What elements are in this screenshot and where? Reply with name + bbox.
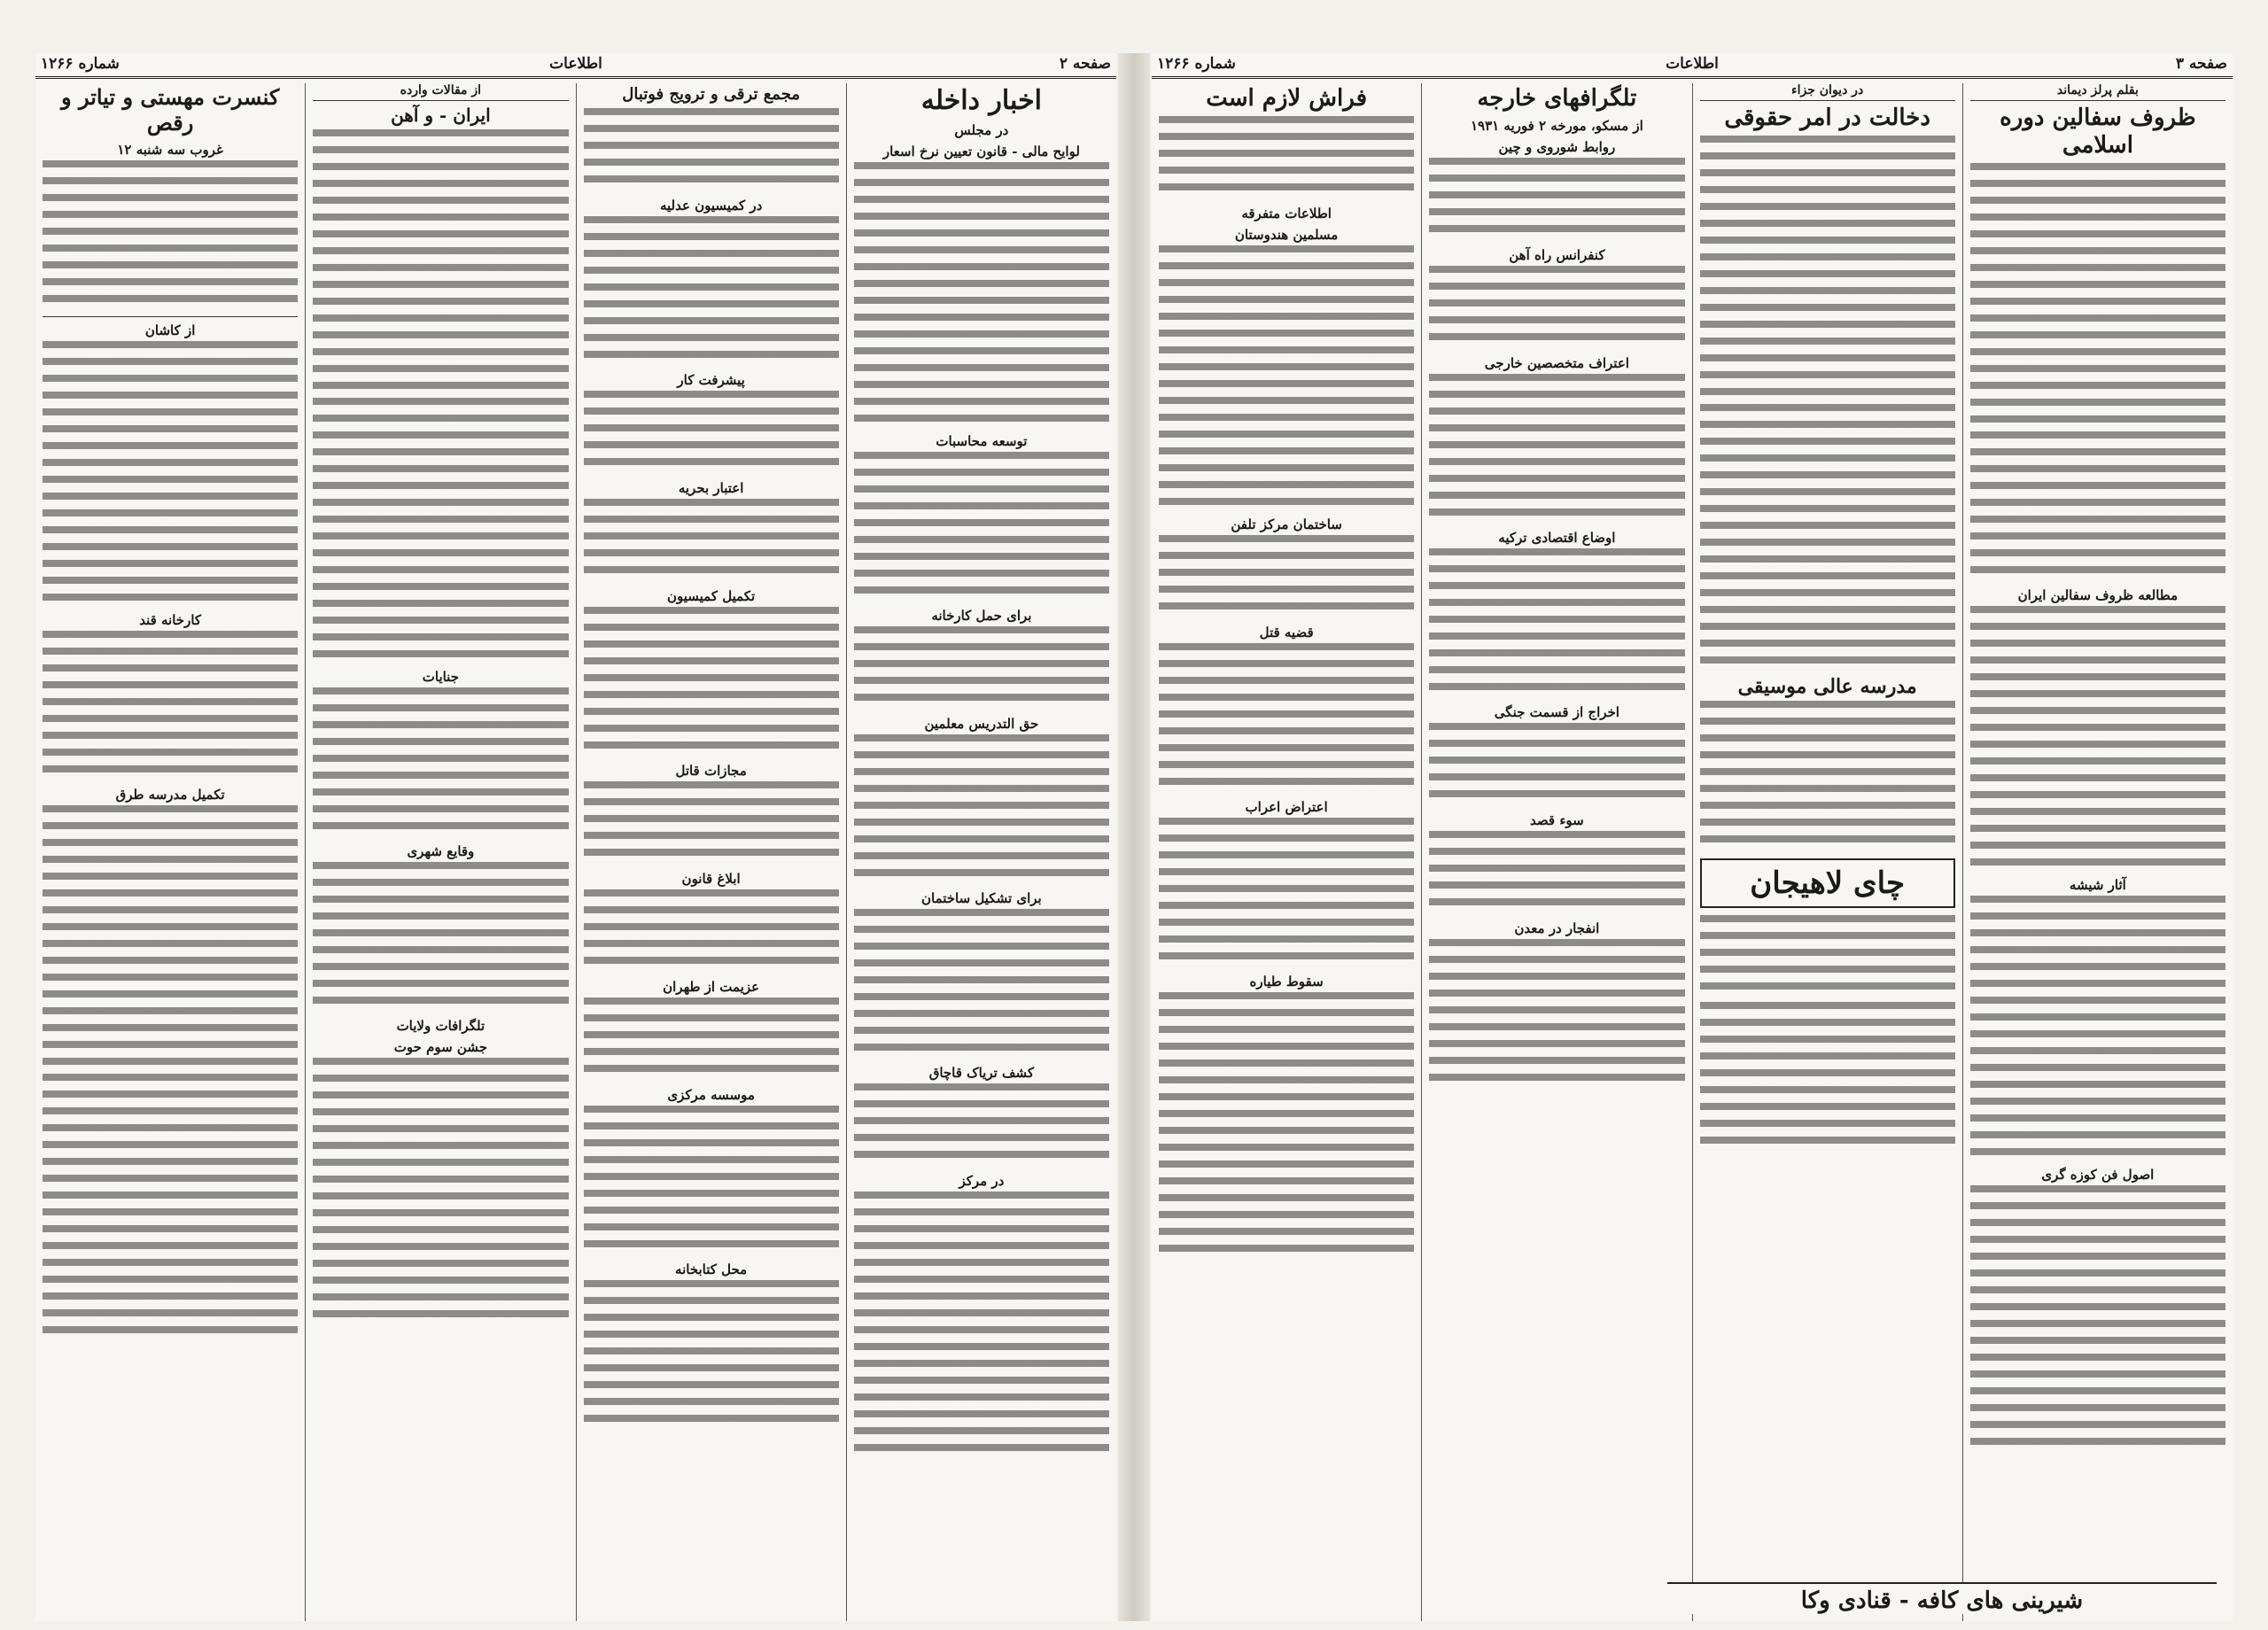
section-title: تلگرافات ولایات [396,1018,485,1034]
issue-number: شماره ۱۲۶۶ [1157,55,1236,73]
article-text [1429,548,1684,699]
article-text [1429,374,1684,524]
column-heading: ایران - و آهن [391,105,491,126]
issue-number: شماره ۱۲۶۶ [41,55,120,73]
section-title: از کاشان [144,322,196,338]
section-title: کارخانه قند [139,611,202,628]
article-text [584,607,839,757]
masthead-title: اطلاعات [549,55,602,73]
column-foreign-telegrams [1421,83,1691,1621]
section-title: اطلاعات متفرقه [1241,206,1332,222]
article-text [313,687,568,838]
section-title: پیشرفت کار [677,371,745,388]
article-text [854,909,1109,1060]
page-number: صفحه ۲ [1059,55,1111,73]
section-title: توسعه محاسبات [936,433,1028,449]
section-title: روابط شوروی و چین [1498,139,1616,156]
article-text [43,160,298,311]
column-heading: کنسرت مهستی و تیاتر و رقص [61,84,280,136]
section-title: اعتراض اعراب [1245,799,1328,816]
article-text [1970,431,2225,582]
article-text [854,626,1109,710]
section-title: مجازات قاتل [675,762,747,779]
column-heading: اخبار داخله [920,85,1042,116]
section-title: اوضاع اقتصادی ترکیه [1498,530,1616,547]
section-title: انفجار در معدن [1514,920,1600,937]
article-text [313,1058,568,1323]
article-text [854,1191,1109,1457]
section-title: اخراج از قسمت جنگی [1494,704,1619,721]
article-text [1429,723,1684,807]
section-title: تکمیل کمیسیون [666,587,756,604]
article-text [584,781,839,865]
article-text [854,162,1109,428]
column-heading: تلگرافهای خارجه [1477,85,1637,112]
section-title: محل کتابخانه [675,1261,748,1277]
article-text [43,631,298,781]
column-iran-railway [305,83,575,1621]
article-text [1700,1002,1955,1153]
article-text [313,862,568,1013]
article-text [43,341,298,607]
section-title: برای حمل کارخانه [931,608,1032,624]
article-text [1429,158,1684,242]
section-title: ابلاغ قانون [681,870,741,887]
section-title: وقایع شهری [407,843,475,859]
section-rubric: از مقالات وارده [313,83,568,101]
column-heading: مجمع ترقی و ترویج فوتبال [622,85,800,104]
section-title: مطالعه ظروف سفالین ایران [2017,587,2179,604]
article-text [1700,701,1955,851]
section-title: آثار شیشه [2069,877,2126,894]
section-rubric: در دیوان جزاء [1700,83,1955,101]
article-text [584,997,839,1082]
article-text [1159,643,1414,794]
section-title: اعتراف متخصصین خارجی [1484,355,1629,372]
divider [43,316,298,317]
section-title: در مرکز [959,1173,1005,1189]
section-title: جنایات [422,669,459,685]
article-text [313,398,568,664]
page-header [35,53,1116,79]
page-gutter [1118,53,1150,1621]
masthead-title: اطلاعات [1666,55,1719,73]
article-text [584,889,839,974]
column-legal-affairs [1692,83,1962,1621]
section-title: عزیمت از طهران [663,978,760,995]
column-heading: ظروف سفالین دوره اسلامی [2000,105,2196,159]
article-text [584,216,839,367]
section-title: مسلمین هندوستان [1234,227,1339,244]
article-text [1700,404,1955,670]
article-text [1159,245,1414,511]
column-islamic-pottery [1962,83,2233,1621]
column-football-society [576,83,846,1621]
article-text [584,1106,839,1256]
section-title: موسسه مرکزی [667,1086,755,1103]
article-text [43,805,298,1071]
section-title: مدرسه عالی موسیقی [1737,675,1917,699]
article-text [1159,535,1414,619]
section-title: اصول فن کوزه گری [2041,1167,2155,1184]
column-concert [35,83,305,1621]
section-title: قضیه قتل [1259,625,1314,641]
section-title: اعتبار بحریه [678,479,744,496]
section-title: غروب سه شنبه ۱۲ [117,141,223,158]
page-header [1152,53,2233,79]
article-text [1970,896,2225,1161]
article-text [1970,163,2225,429]
byline: بقلم پرلز دیماند [1970,83,2225,101]
section-title: از مسکو، مورخه ۲ فوریه ۱۹۳۱ [1470,118,1643,135]
article-text [1159,992,1414,1258]
article-text [584,108,839,192]
section-title: کشف تریاک قاچاق [928,1065,1035,1081]
advertisement-cafe-banner: شیرینی های کافه - قنادی وکا [1667,1582,2217,1614]
article-text [1429,939,1684,1090]
section-title: در کمیسیون عدلیه [659,197,763,213]
article-text [1700,915,1955,999]
section-title: حق التدریس معلمین [924,716,1039,732]
article-text [43,1074,298,1339]
column-heading: فراش لازم است [1206,85,1368,112]
section-title: برای تشکیل ساختمان [921,890,1042,906]
article-text [584,391,839,475]
section-title: جشن سوم حوت [393,1039,487,1055]
column-heading: دخالت در امر حقوقی [1724,105,1930,131]
page-number: صفحه ۳ [2175,55,2227,73]
section-title: سقوط طیاره [1249,974,1324,990]
article-text [1970,606,2225,872]
newspaper-page-right [1152,53,2233,1621]
article-text [854,1083,1109,1168]
section-title: ساختمان مرکز تلفن [1231,516,1342,533]
section-title: کنفرانس راه آهن [1509,247,1605,264]
newspaper-page-left [35,53,1116,1621]
section-title: در مجلس [954,122,1009,138]
article-text [1159,116,1414,200]
section-title: لوایح مالی - قانون تعیین نرخ اسعار [882,144,1080,159]
article-text [584,499,839,583]
article-text [854,452,1109,602]
column-notices [1152,83,1421,1621]
article-text [1429,266,1684,350]
article-text [1970,1185,2225,1451]
advertisement-lahijan-tea: چای لاهیجان [1700,858,1955,908]
article-text [1159,818,1414,968]
article-text [854,734,1109,885]
column-domestic-news [846,83,1116,1621]
section-title: سوء قصد [1530,812,1584,829]
article-text [313,129,568,395]
article-text [1700,136,1955,401]
section-title: تکمیل مدرسه طرق [115,786,225,803]
article-text [1429,831,1684,915]
article-text [584,1280,839,1431]
